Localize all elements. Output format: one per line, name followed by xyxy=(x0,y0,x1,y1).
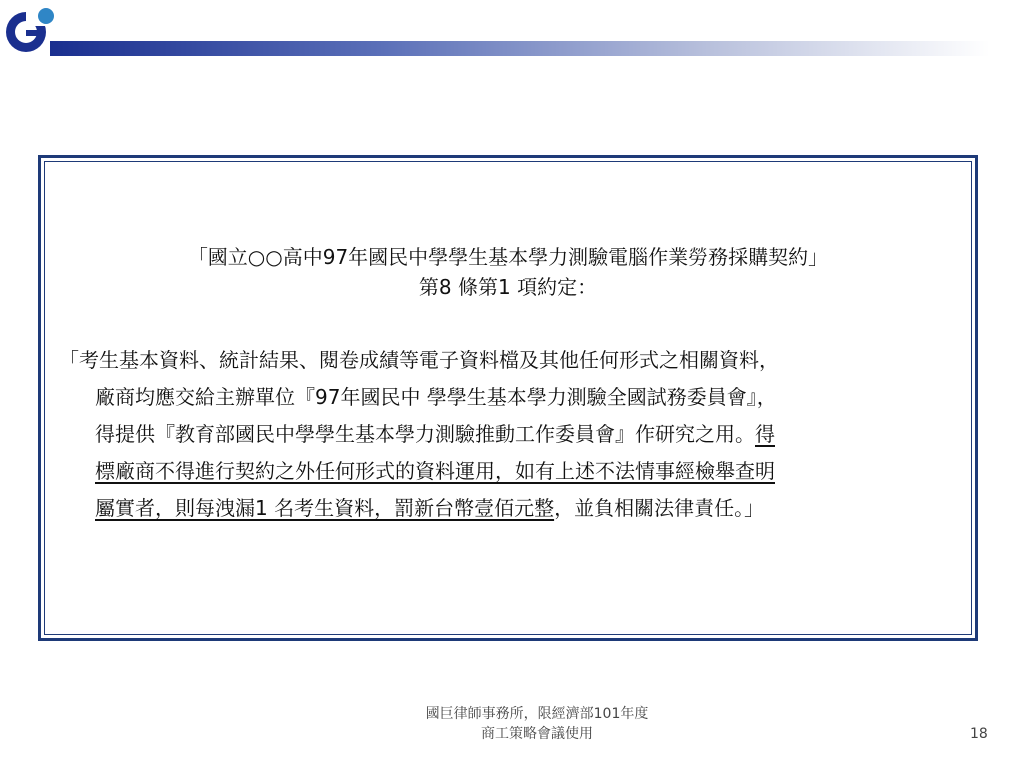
header-gradient-bar xyxy=(50,41,990,56)
paragraph-line-4 xyxy=(59,457,959,494)
paragraph-line-1: 「考生基本資料、統計結果、閱卷成績等電子資料檔及其他任何形式之相關資料， xyxy=(59,348,779,372)
company-logo xyxy=(2,2,58,58)
clause-paragraph xyxy=(59,346,959,531)
paragraph-line-2: 廠商均應交給主辦單位『97年國民中 學學生基本學力測驗全國試務委員會』， xyxy=(95,385,777,409)
paragraph-line-3 xyxy=(59,420,959,457)
paragraph-line-5-underlined: 屬實者，則每洩漏1 名考生資料，罰新台幣壹佰元整 xyxy=(95,496,555,520)
paragraph-line-3-underlined: 得 xyxy=(755,422,775,446)
content-frame xyxy=(38,155,978,641)
footer-line-1: 國巨律師事務所，限經濟部101年度 xyxy=(425,706,649,722)
paragraph-line-4-underlined: 標廠商不得進行契約之外任何形式的資料運用，如有上述不法情事經檢舉查明 xyxy=(95,459,775,483)
paragraph-line-5-text: ，並負相關法律責任。」 xyxy=(554,496,765,520)
footer-line-2: 商工策略會議使用 xyxy=(481,726,593,742)
footer-text xyxy=(350,704,724,744)
contract-clause: 第8 條第1 項約定： xyxy=(418,275,598,299)
contract-title: 「國立○○高中97年國民中學學生基本學力測驗電腦作業勞務採購契約」 xyxy=(187,245,829,269)
paragraph-line-5 xyxy=(59,494,959,531)
paragraph-line-3-text: 得提供『教育部國民中學學生基本學力測驗推動工作委員會』作研究之用。 xyxy=(95,422,755,446)
page-number: 18 xyxy=(970,726,988,742)
content-frame-inner xyxy=(44,161,972,635)
